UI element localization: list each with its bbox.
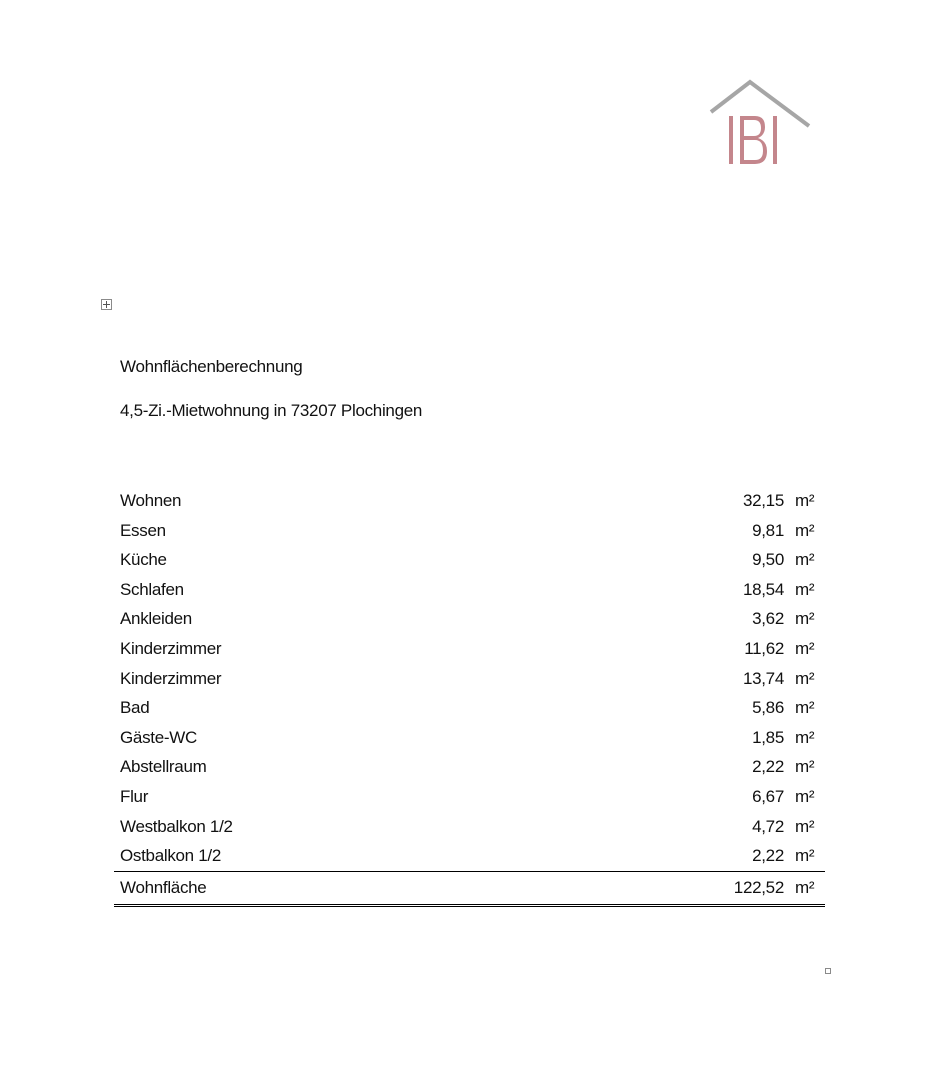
room-area: 9,50: [752, 550, 784, 570]
room-area: 18,54: [742, 579, 784, 599]
room-area: 32,15: [742, 491, 784, 510]
total-label: Wohnfläche: [120, 877, 207, 897]
table-row: [114, 634, 825, 664]
total-area: 122,52: [733, 877, 784, 897]
room-name: Gäste-WC: [120, 727, 197, 747]
area-unit: m²: [795, 757, 815, 777]
room-area: 5,86: [752, 698, 784, 718]
table-row: [114, 782, 825, 812]
table-row: [114, 486, 825, 516]
room-name: Kinderzimmer: [120, 668, 222, 688]
room-name: Küche: [120, 550, 167, 570]
table-row: [114, 812, 825, 842]
area-unit: m²: [795, 638, 815, 658]
area-unit: m²: [795, 520, 815, 540]
room-name: Schlafen: [120, 579, 184, 599]
area-unit: m²: [795, 550, 815, 570]
room-name: Bad: [120, 698, 150, 718]
total-unit: m²: [795, 877, 815, 897]
room-area: 4,72: [752, 816, 784, 836]
area-unit: m²: [795, 727, 815, 747]
table-resize-handle-icon[interactable]: [825, 968, 831, 974]
room-name: Westbalkon 1/2: [120, 816, 233, 836]
room-area: 2,22: [752, 846, 784, 866]
table-row: [114, 664, 825, 694]
table-row: [114, 575, 825, 605]
company-logo: [708, 78, 812, 168]
room-name: Kinderzimmer: [120, 638, 222, 658]
area-unit: m²: [795, 491, 815, 510]
table-row: [114, 604, 825, 634]
area-unit: m²: [795, 668, 815, 688]
area-unit: m²: [795, 846, 815, 866]
area-unit: m²: [795, 579, 815, 599]
table-row: [114, 545, 825, 575]
room-name: Ankleiden: [120, 609, 192, 629]
table-row: [114, 516, 825, 546]
room-name: Wohnen: [120, 491, 182, 510]
document-title: Wohnflächenberechnung: [120, 357, 303, 376]
table-row: [114, 693, 825, 723]
table-row: [114, 723, 825, 753]
area-unit: m²: [795, 816, 815, 836]
document-subtitle: 4,5-Zi.-Mietwohnung in 73207 Plochingen: [120, 401, 423, 420]
room-area: 11,62: [744, 638, 784, 658]
room-name: Flur: [120, 786, 149, 806]
room-area: 6,67: [752, 786, 784, 806]
room-name: Essen: [120, 520, 166, 540]
room-area: 2,22: [752, 757, 784, 777]
room-name: Abstellraum: [120, 757, 207, 777]
table-row: [114, 752, 825, 782]
area-table: [114, 486, 825, 907]
table-move-handle-icon[interactable]: [101, 299, 112, 310]
ibi-house-logo-icon: [708, 78, 812, 168]
total-row: [114, 871, 825, 907]
room-area: 9,81: [752, 520, 784, 540]
room-name: Ostbalkon 1/2: [120, 846, 221, 866]
area-unit: m²: [795, 698, 815, 718]
room-area: 3,62: [752, 609, 784, 629]
room-area: 13,74: [742, 668, 784, 688]
table-row: [114, 841, 825, 871]
room-area: 1,85: [752, 727, 784, 747]
area-unit: m²: [795, 609, 815, 629]
area-unit: m²: [795, 786, 815, 806]
